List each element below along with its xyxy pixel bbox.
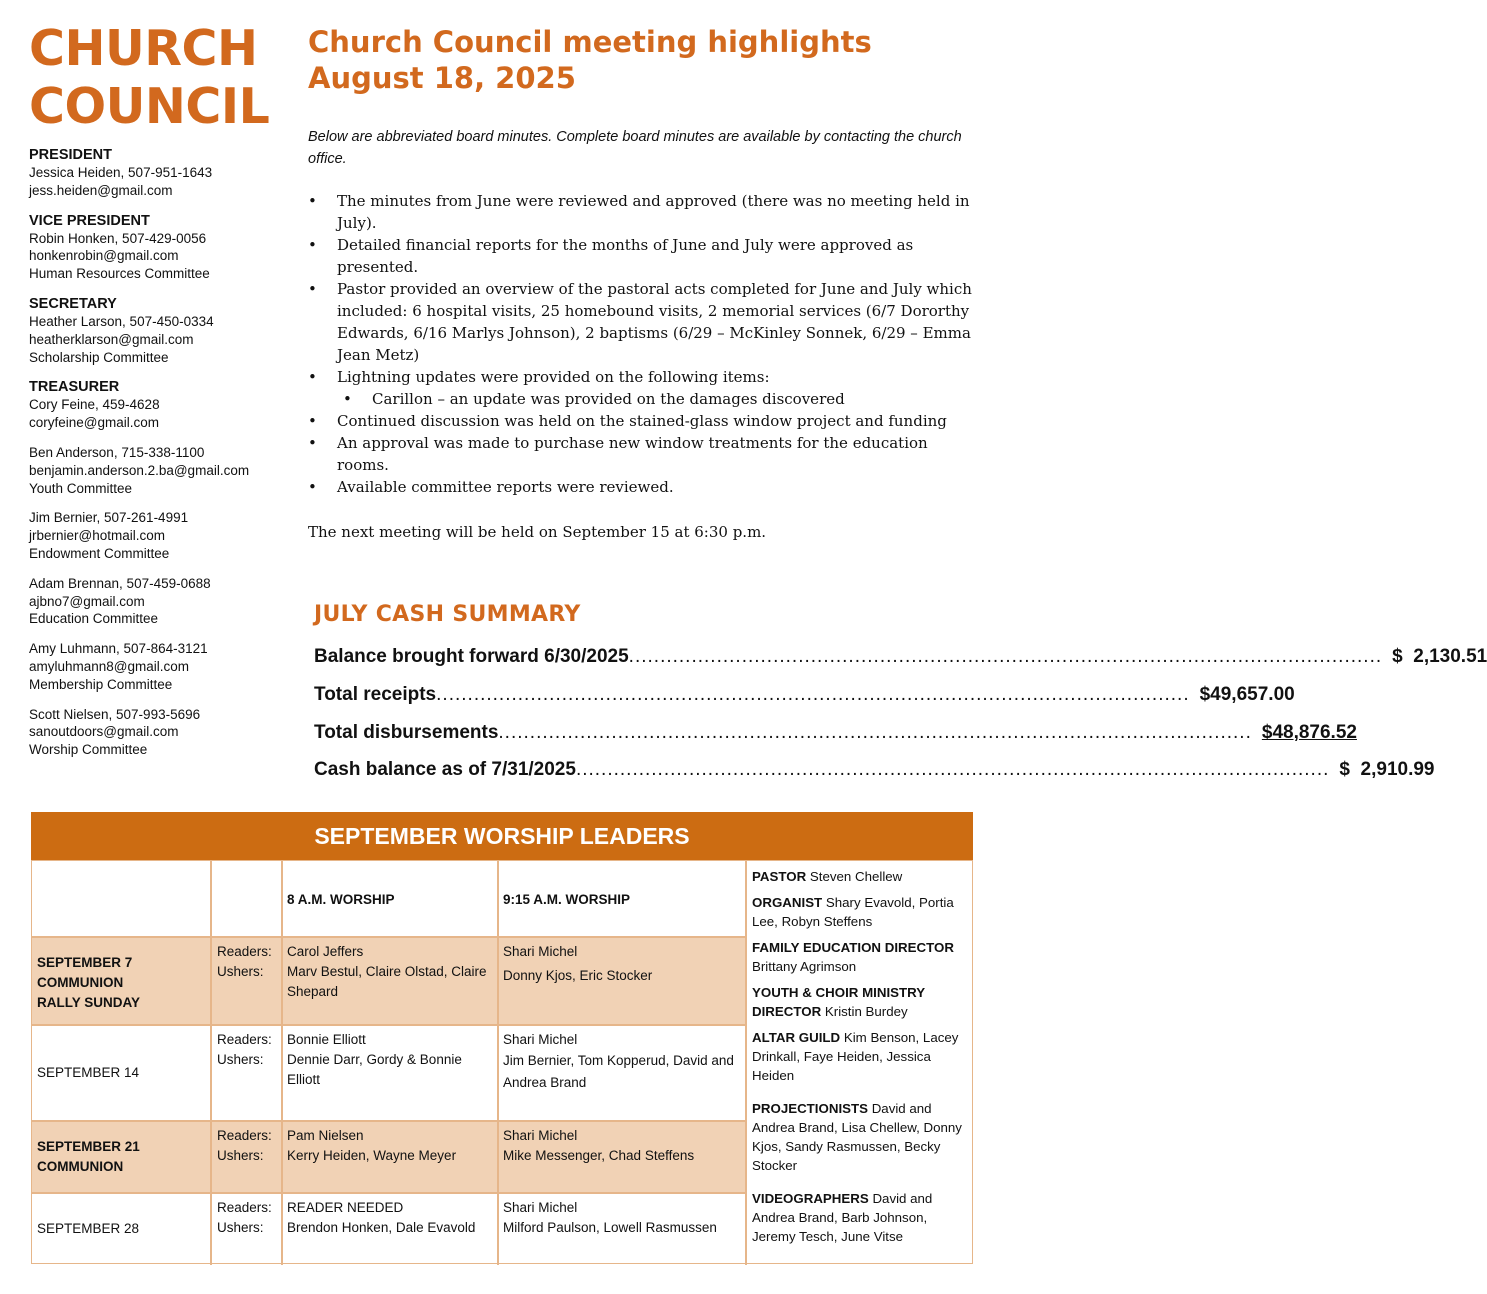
cash-label: Cash balance as of 7/31/2025 — [314, 759, 576, 780]
reader-names: Bonnie Elliott — [287, 1032, 366, 1047]
staff-entry — [752, 983, 967, 1021]
staff-entry — [752, 1189, 967, 1246]
officer-line: Ben Anderson, 715-338-1100 — [29, 444, 205, 460]
cash-amount-value: $48,876.52 — [1261, 722, 1357, 743]
cash-amount — [1252, 721, 1357, 745]
usher-names: Dennie Darr, Gordy & Bonnie Elliott — [287, 1052, 462, 1087]
ushers-label: Ushers: — [217, 1052, 264, 1067]
officer-line: Robin Honken, 507-429-0056 — [29, 230, 207, 246]
staff-title: VIDEOGRAPHERS — [752, 1191, 869, 1206]
staff-title: YOUTH & CHOIR MINISTRY DIRECTOR — [752, 985, 925, 1019]
readers-label: Readers: — [217, 944, 272, 959]
schedule-date — [37, 953, 207, 1013]
worship-8am-cell — [287, 1030, 497, 1090]
officer-entry — [29, 509, 294, 562]
reader-names: Pam Nielsen — [287, 1128, 364, 1143]
reader-names: Shari Michel — [503, 1200, 578, 1215]
officer-line: Cory Feine, 459-4628 — [29, 397, 160, 413]
officer-role: VICE PRESIDENT — [29, 212, 150, 229]
cash-summary-row — [314, 758, 1435, 782]
staff-names: Kim Benson, Lacey Drinkall, Faye Heiden, Jessica Heiden — [752, 1030, 959, 1083]
readers-label: Readers: — [217, 1200, 272, 1215]
minutes-item: • The minutes from June were reviewed and approved (there was no meeting held in July). — [308, 190, 973, 234]
schedule-date-line: SEPTEMBER 21 — [37, 1138, 140, 1154]
officer-line: Scholarship Committee — [29, 349, 169, 365]
cash-label: Total receipts — [314, 684, 437, 705]
schedule-date — [37, 1063, 207, 1083]
officer-line: Education Committee — [29, 611, 159, 627]
schedule-date-line: SEPTEMBER 14 — [37, 1064, 140, 1080]
schedule-date-line: RALLY SUNDAY — [37, 994, 141, 1010]
schedule-date-line: COMMUNION — [37, 974, 124, 990]
cash-label: Total disbursements — [314, 722, 499, 743]
role-labels — [217, 1030, 272, 1070]
staff-title: ORGANIST — [752, 895, 823, 910]
column-header-8am: 8 A.M. WORSHIP — [287, 892, 395, 907]
officer-line: benjamin.anderson.2.ba@gmail.com — [29, 462, 250, 478]
highlights-headline: Church Council meeting highlights August 18, 2025 — [308, 25, 872, 95]
worship-915-cell — [503, 942, 743, 986]
officer-line: Amy Luhmann, 507-864-3121 — [29, 641, 208, 657]
officer-entry — [29, 444, 294, 497]
staff-title: ALTAR GUILD — [752, 1030, 841, 1045]
officer-role: TREASURER — [29, 379, 120, 396]
reader-names: Shari Michel — [503, 1128, 578, 1143]
officer-line: coryfeine@gmail.com — [29, 415, 159, 431]
minutes-item: • An approval was made to purchase new window treatments for the education rooms. — [308, 432, 973, 476]
minutes-item: • Detailed financial reports for the months of June and July were approved as presented. — [308, 234, 973, 278]
minutes-item: • Lightning updates were provided on the following items: — [308, 366, 973, 388]
officer-entry — [29, 640, 294, 693]
cash-amount — [1329, 758, 1434, 782]
officer-line: sanoutdoors@gmail.com — [29, 724, 179, 740]
leader-dots: ........................................................................................................................ — [575, 759, 1330, 780]
cash-amount — [1382, 645, 1487, 669]
staff-title: FAMILY EDUCATION DIRECTOR — [752, 940, 954, 955]
council-directory — [29, 20, 294, 759]
officer-line: ajbno7@gmail.com — [29, 593, 145, 609]
leader-dots: ........................................................................................................................ — [498, 722, 1252, 743]
reader-names: READER NEEDED — [287, 1200, 404, 1215]
worship-915-cell — [503, 1030, 743, 1094]
officer-line: Youth Committee — [29, 480, 133, 496]
schedule-date-line: SEPTEMBER 7 — [37, 954, 133, 970]
officer-line: Jessica Heiden, 507-951-1643 — [29, 165, 213, 180]
officer-line: Jim Bernier, 507-261-4991 — [29, 510, 189, 526]
cash-summary-row — [314, 721, 1357, 745]
cash-amount-value: $ 2,910.99 — [1339, 759, 1435, 780]
cash-amount — [1190, 683, 1295, 707]
readers-label: Readers: — [217, 1128, 272, 1143]
divider — [281, 861, 283, 1265]
officer-entry — [29, 295, 294, 366]
officer-line: Heather Larson, 507-450-0334 — [29, 313, 214, 329]
officer-line: heatherklarson@gmail.com — [29, 331, 194, 347]
officer-role: SECRETARY — [29, 295, 117, 312]
staff-title: PASTOR — [752, 869, 807, 884]
officer-line: Endowment Committee — [29, 545, 170, 561]
divider — [32, 1024, 746, 1026]
staff-names: Brittany Agrimson — [752, 959, 857, 974]
leader-dots: ........................................................................................................................ — [436, 684, 1190, 705]
schedule-date — [37, 1219, 207, 1239]
minutes-item: • Pastor provided an overview of the pastoral acts completed for June and July which included: 6 hospital visits, 25 homebound visits, 2 memorial services (6/7 Dororthy Edwards, 6/16 Marlys Johnson), 2 baptisms (6/29 – McKinley Sonnek, 6/29 – Emma Jean Metz) — [308, 278, 973, 366]
role-labels — [217, 1198, 272, 1238]
staff-names: Kristin Burdey — [824, 1004, 908, 1019]
staff-entry — [752, 1099, 967, 1175]
worship-8am-cell — [287, 1126, 497, 1166]
officer-line: jrbernier@hotmail.com — [29, 528, 165, 544]
staff-entry — [752, 893, 967, 931]
cash-summary-title: JULY CASH SUMMARY — [314, 602, 581, 627]
officer-list — [29, 146, 294, 759]
reader-names: Carol Jeffers — [287, 944, 364, 959]
officer-entry — [29, 575, 294, 628]
ushers-label: Ushers: — [217, 964, 264, 979]
officer-role: PRESIDENT — [29, 147, 112, 163]
cash-amount-value: $ 2,130.51 — [1392, 646, 1487, 667]
divider — [32, 1192, 746, 1194]
officer-line: honkenrobin@gmail.com — [29, 248, 179, 264]
staff-names: Shary Evavold, Portia Lee, Robyn Steffens — [752, 895, 954, 929]
next-meeting-note: The next meeting will be held on September 15 at 6:30 p.m. — [308, 523, 767, 541]
officer-entry — [29, 146, 294, 200]
worship-915-cell — [503, 1198, 743, 1238]
column-header-915: 9:15 A.M. WORSHIP — [503, 892, 631, 907]
meeting-highlights — [308, 24, 973, 543]
worship-schedule-table — [31, 860, 973, 1264]
highlights-intro: Below are abbreviated board minutes. Complete board minutes are available by contacting the church office. — [308, 129, 962, 167]
cash-amount-value: $49,657.00 — [1199, 684, 1295, 705]
divider — [497, 861, 499, 1265]
council-title: CHURCH COUNCIL — [29, 20, 270, 135]
staff-entry — [752, 867, 967, 886]
ushers-label: Ushers: — [217, 1148, 264, 1163]
usher-names: Marv Bestul, Claire Olstad, Claire Shepard — [287, 964, 487, 999]
officer-line: Worship Committee — [29, 742, 148, 758]
cash-summary-row — [314, 645, 1487, 669]
ushers-label: Ushers: — [217, 1220, 264, 1235]
usher-names: Jim Bernier, Tom Kopperud, David and Andrea Brand — [503, 1053, 734, 1090]
officer-entry — [29, 378, 294, 432]
officer-line: Human Resources Committee — [29, 266, 210, 282]
staff-title: PROJECTIONISTS — [752, 1101, 868, 1116]
divider — [32, 936, 746, 938]
officer-line: Adam Brennan, 507-459-0688 — [29, 575, 211, 591]
usher-names: Kerry Heiden, Wayne Meyer — [287, 1148, 457, 1163]
schedule-date-line: SEPTEMBER 28 — [37, 1221, 140, 1236]
usher-names: Donny Kjos, Eric Stocker — [503, 968, 653, 983]
officer-line: Membership Committee — [29, 676, 173, 692]
officer-line: Scott Nielsen, 507-993-5696 — [29, 706, 201, 722]
role-labels — [217, 1126, 272, 1166]
staff-entry — [752, 1028, 967, 1085]
minutes-item: • Carillon – an update was provided on the damages discovered — [308, 388, 973, 410]
staff-list — [752, 867, 967, 1260]
divider — [745, 861, 747, 1265]
reader-names: Shari Michel — [503, 944, 578, 959]
schedule-date — [37, 1137, 207, 1177]
schedule-date-line: COMMUNION — [37, 1158, 124, 1174]
role-labels — [217, 942, 272, 982]
usher-names: Mike Messenger, Chad Steffens — [503, 1148, 695, 1163]
worship-8am-cell — [287, 1198, 497, 1238]
minutes-item: • Available committee reports were reviewed. — [308, 476, 973, 498]
leader-dots: ........................................................................................................................ — [628, 646, 1383, 667]
staff-names: David and Andrea Brand, Barb Johnson, Jeremy Tesch, June Vitse — [752, 1191, 933, 1244]
cash-label: Balance brought forward 6/30/2025 — [314, 646, 629, 667]
divider — [210, 861, 212, 1265]
cash-summary-row — [314, 683, 1295, 707]
usher-names: Brendon Honken, Dale Evavold — [287, 1220, 476, 1235]
worship-915-cell — [503, 1126, 743, 1166]
readers-label: Readers: — [217, 1032, 272, 1047]
staff-names: Steven Chellew — [809, 869, 903, 884]
officer-entry — [29, 706, 294, 759]
minutes-list — [308, 190, 973, 498]
staff-entry — [752, 938, 967, 976]
worship-leaders-banner: SEPTEMBER WORSHIP LEADERS — [31, 812, 973, 860]
minutes-item: • Continued discussion was held on the stained-glass window project and funding — [308, 410, 973, 432]
officer-line: jess.heiden@gmail.com — [29, 182, 173, 198]
officer-line: amyluhmann8@gmail.com — [29, 658, 190, 674]
staff-names: David and Andrea Brand, Lisa Chellew, Donny Kjos, Sandy Rasmussen, Becky Stocker — [752, 1101, 962, 1173]
divider — [32, 1120, 746, 1122]
usher-names: Milford Paulson, Lowell Rasmussen — [503, 1220, 717, 1235]
reader-names: Shari Michel — [503, 1032, 578, 1047]
worship-8am-cell — [287, 942, 497, 1002]
officer-entry — [29, 212, 294, 283]
